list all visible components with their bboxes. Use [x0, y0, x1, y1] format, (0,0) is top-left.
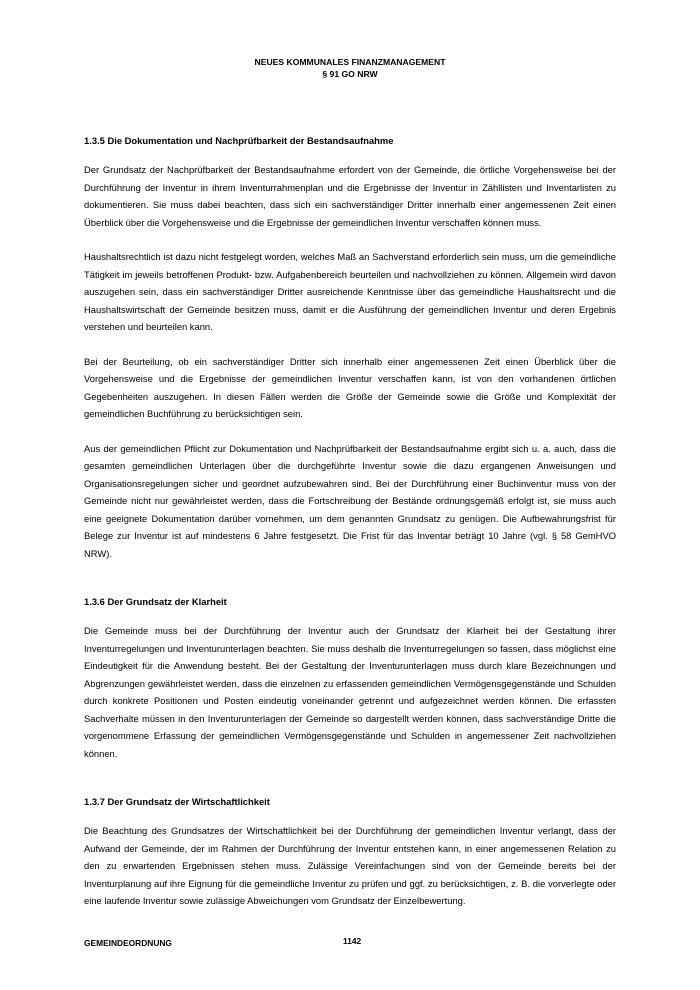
header-title: NEUES KOMMUNALES FINANZMANAGEMENT [254, 57, 446, 67]
section-heading: 1.3.6 Der Grundsatz der Klarheit [84, 596, 227, 607]
section-heading: 1.3.7 Der Grundsatz der Wirtschaftlichkeit [84, 796, 270, 807]
document-body [84, 134, 616, 943]
section-1-3-6 [84, 595, 616, 762]
paragraph: Die Gemeinde muss bei der Durchführung der Inventur auch der Grundsatz der Klarheit bei der Gestaltung ihrer Inventurregelungen und Inventurunterlagen beachten. Sie muss deshalb die Inventurregelungen so fassen, dass möglichst eine Eindeutigkeit für die Anwendung besteht. Bei der Gestaltung der Inventurunterlagen muss durch klare Bezeichnungen und Abgrenzungen gewährleistet werden, dass die einzelnen zu erfassenden gemeindlichen Vermögensgegenstände und Schulden durch konkrete Positionen und Posten eindeutig voneinander getrennt und aufgezeichnet werden können. Die erfassten Sachverhalte müssen in den Inventurunterlagen der Gemeinde so dargestellt werden können, dass sachverständige Dritte die vorgenommene Erfassung der gemeindlichen Vermögensgegenstände und Schulden in angemessener Zeit nachvollziehen können. [84, 625, 616, 759]
paragraph: Bei der Beurteilung, ob ein sachverständiger Dritter sich innerhalb einer angemessenen Zeit einen Überblick über die Vorgehensweise und die Ergebnisse der gemeindlichen Inventur verschaffen kann, ist von den vorhandenen örtlichen Gegebenheiten auszugehen. In diesen Fällen werden die Größe der Gemeinde sowie die Größe und Komplexität der gemeindlichen Buchführung zu berücksichtigen sein. [84, 355, 616, 419]
paragraph: Aus der gemeindlichen Pflicht zur Dokumentation und Nachprüfbarkeit der Bestandsaufnahme ergibt sich u. a. auch, dass die gesamten gemeindlichen Unterlagen über die durchgeführte Inventur sowie die dazu ergangenen Anweisungen und Organisationsregelungen sicher und geordnet aufzubewahren sind. Bei der Durchführung einer Buchinventur muss von der Gemeinde nicht nur gewährleistet werden, dass die Fortschreibung der Bestände ordnungsgemäß erfolgt ist, sie muss auch eine geeignete Dokumentation darüber vornehmen, um dem genannten Grundsatz zu genügen. Die Aufbewahrungsfrist für Belege zur Inventur ist auf mindestens 6 Jahre festgesetzt. Die Frist für das Inventar beträgt 10 Jahre (vgl. § 58 GemHVO NRW). [84, 442, 616, 559]
page-header [0, 56, 700, 80]
paragraph: Haushaltsrechtlich ist dazu nicht festgelegt worden, welches Maß an Sachverstand erforderlich sein muss, um die gemeindliche Tätigkeit im jeweils betroffenen Produkt- bzw. Aufgabenbereich beurteilen und nachvollziehen zu können. Allgemein wird davon auszugehen sein, dass ein sachverständiger Dritter ausreichende Kenntnisse über das gemeindliche Haushaltsrecht und die Haushaltswirtschaft der Gemeinde besitzen muss, damit er die Ausführung der gemeindlichen Inventur und deren Ergebnis verstehen und beurteilen kann. [84, 251, 616, 332]
paragraph: Der Grundsatz der Nachprüfbarkeit der Bestandsaufnahme erfordert von der Gemeinde, die örtliche Vorgehensweise bei der Durchführung der Inventur in ihrem Inventurrahmenplan und die Ergebnisse der Inventur in Zähllisten und Inventarlisten zu dokumentieren. Sie muss dabei beachten, dass sich ein sachverständiger Dritter innerhalb einer angemessenen Zeit einen Überblick über die Vorgehensweise und die Ergebnisse der gemeindlichen Inventur verschaffen können muss. [84, 164, 616, 228]
header-paragraph-ref: § 91 GO NRW [322, 69, 378, 79]
page-number: 1142 [343, 936, 362, 946]
footer-label: GEMEINDEORDNUNG [84, 938, 172, 948]
section-1-3-5 [84, 134, 616, 562]
paragraph: Die Beachtung des Grundsatzes der Wirtschaftlichkeit bei der Durchführung der gemeindlichen Inventur verlangt, dass der Aufwand der Gemeinde, der im Rahmen der Durchführung der Inventur entstehen kann, in einer angemessenen Relation zu den zu erwartenden Ergebnissen stehen muss. Zulässige Vereinfachungen sind von der Gemeinde bereits bei der Inventurplanung auf ihre Eignung für die gemeindliche Inventur zu prüfen und ggf. zu berücksichtigen, z. B. die vorverlegte oder eine laufende Inventur sowie zulässige Abweichungen vom Grundsatz der Einzelbewertung. [84, 825, 616, 906]
section-heading: 1.3.5 Die Dokumentation und Nachprüfbarkeit der Bestandsaufnahme [84, 135, 394, 146]
section-1-3-7 [84, 795, 616, 910]
